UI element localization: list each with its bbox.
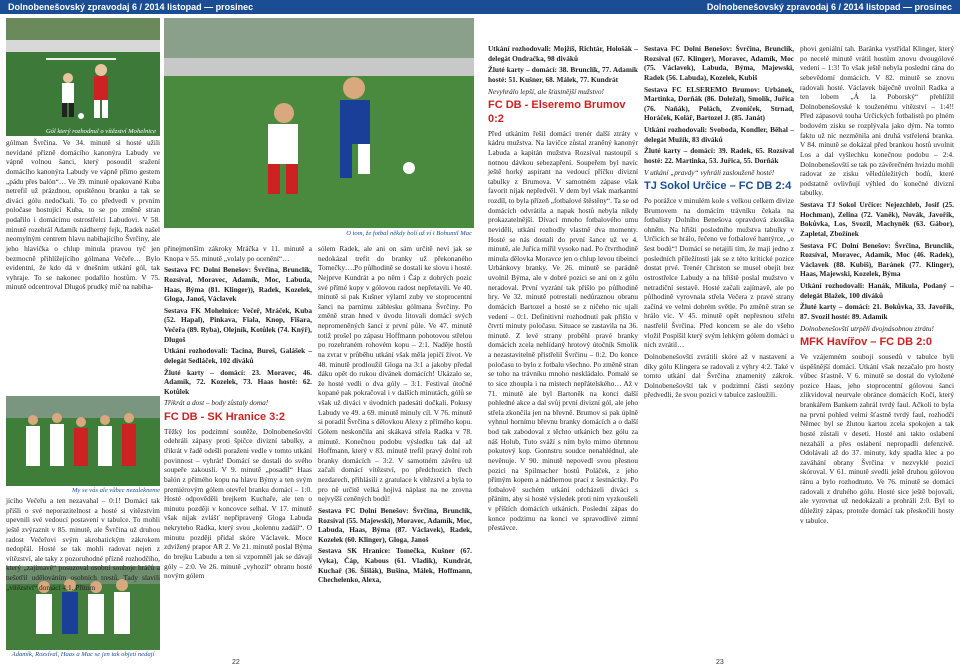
photo-injured-player [164, 18, 474, 228]
lineup-away: Sestava FK Mohelnice: Večeř, Mráček, Kuba (52. Hapal), Pinkava, Fiala, Knop, Fišara, Večeřa (89. Ryba), Olejník, Kotůlek (74. Knýř), Dlugoš [164, 305, 312, 344]
match-heading: FC DB - Elseremo Brumov 0:2 [488, 99, 626, 125]
photo-match-goal [6, 18, 160, 136]
yellow-cards: Žluté karty – domácí: 21. Bokůvka, 33. Javořík, 87. Svozil hosté: 89. Adamík [800, 302, 954, 321]
header-title-left: Dolnobenešovský zpravodaj 6 / 2014 listopad — prosinec [8, 2, 254, 12]
referees: Utkání rozhodovali: Mojžíš, Richtár, Hološák – delegát Ondračka, 98 diváků [488, 44, 638, 63]
photo-players-embrace-caption: Adamík, Rozsíval, Haas a Mac se jen tak objetí nedají [11, 651, 155, 658]
match-heading: MFK Havířov – FC DB 2:0 [800, 336, 933, 349]
column-4 [488, 44, 638, 656]
paragraph: Těžký los podzimní soutěže, Dolnobenešovští odehráli zápasy proti špičce divizní tabulky, a třikrát v řadě odešli poraženi vedle v tomto utkání povinnost – vyhrát! Domácí se dostali do svého soupeře zakousli. V 9. minutě „posadil“ Haas balón z přímého kopu na hlavu Býmy a ten svým premiérovým gólem otevřel branku domácí – 1:0. Hosté odpověděli brejkem Kuchaře, ale ten o minutu později v koncovce selhal. V 17. minutě však nijak zvlášť nepřipravený Gloga Labuda nekryteho Radka, který svou „kolennu zadáil“. O minutu později přidal skóre Václavek. Moce zdvižený prapor AR 2. Ve 21. minutě poslal Býma do brejku Labudu a ten si vzpomněl jak se dávají góly – 2:0. Ve 26. minutě „vyhozil“ obranu hosté novým gólem [164, 426, 312, 581]
paragraph: Ve vzájemném souboji sousedů v tabulce byli úspěšnější domácí. Utkání však nezačalo pro hosty vůbec šťastně. V 6. minutě se dostal do vyložené pozice Haas, jeho stoprocentní gólovou šanci zlikvidoval neurvale obránce domácích Kočí, který brankářem Bankem zahrál tvrdý faul. Ačkoli to byla na první pohled velmi šťastně tvrdý faul, rozhodčí Němec byl se žlutou kartou zcela spokojen a tak hosté zůstali v deseti. Hosté ani takto oslabení nezahálí a přes oslabení nepropadli defenzivě. Odolávali až do 37. minuty, kdy spadla klec a po zaváhání obrany Švrčina v nezvyklé pozici skóroval. V 61. minutě svedli ještě druhou gólovou ránu a bylo rozhodnuto. Ve 76. minutě se domácí radovali z druhého gólu. Hosté sice ještě bojovali, ale vyrovnat už nedokázali a prohráli 2:0. Byl to důležitý zápas, protože domácí tak přeskočili hosty v tabulce. [800, 351, 954, 525]
paragraph: Dolnobenešovští zvrátili skóre až v nastavení a díky gólu Klingera se radovali z výhry 4:2. Také v tomto utkání dal Švrčina znamenitý zákrok. Dolnobenešovští tak v podzimní části sezóny předvedli, že svou pozici v tabulce zasloužili. [644, 351, 794, 400]
photo-match-goal-caption: Gól který rozhodnul o vítězství Mohelnice [45, 128, 156, 135]
yellow-cards: Žluté karty – domácí: 39. Radek, 65. Rozsíval hosté: 22. Martinka, 53. Juřica, 55. Dorňák [644, 146, 794, 165]
column-6 [800, 44, 954, 656]
photo-injured-player-caption: O tom, že fotbal někdy bolí už ví i Bohumil Mac [346, 230, 472, 237]
match-subtitle: V utkání „pravdy“ vyhráli zaslouženě hosté! [644, 167, 775, 177]
lineup-home: Sestava FC Dolní Benešov: Švrčina, Brunclík, Rozsíval (67. Klinger), Moravec, Adamík, Moc (75. Václavek), Labuda, Býma, Majewski, Radek (56. Labuda), Kozelek, Kubiš [644, 44, 794, 82]
referees: Utkání rozhodovali: Svoboda, Kondler, Běhal – delegát Mužík, 83 diváků [644, 125, 794, 144]
match-subtitle: Dolnobenešovští utrpěli dvojnásobnou ztrátu! [800, 323, 934, 333]
match-subtitle: Nevyhrálo lepší, ale šťastnější mužstvo! [488, 86, 604, 96]
photo-team-defend [6, 396, 160, 486]
header-bar-right [482, 0, 960, 14]
header-title-right: Dolnobenešovský zpravodaj 6 / 2014 listopad — prosinec [706, 2, 952, 12]
lineup-away: Sestava FC ELSEREMO Brumov: Urbánek, Martinka, Dorňák (86. Doležal), Smolík, Juřica (76. Naňák), Polách, Zvoníček, Strnad, Horáček, Kolář, Bartozel J. (85. Janát) [644, 84, 794, 123]
paragraph: Po porážce v minulém kole s velkou celkem divize Brumovem na domácím trávníku čekala na fotbalisty Dolního Benešova opravdová zkouška ohněm. Na hřišti posledního mužstva tabulky v Určicích se hrálo, řečeno ve fotbalové hantýrce, „o šest bodů“! Domácí se netajili tím, že mají jedno z posledních příležitostí jak se z této kritické pozice dostat prvé. Trenér Christon se musel obejít bez ostrostřelce Labudy a na hřiště poslal mužstvo v netradiční sestavě. Hosté začali zajímavě, ale po půlhodině vyrovnala střela Večera z pravé strany začíná ve velmi dobrém světle. Po změně stran se hrálo víc. V 45. minutě opět nepřesnou střelu nastřelil Švrčina. Před koncem se ale do všeho vložil Pospíšil který svým lehkým gólem domácí u nich zvrátil… [644, 195, 794, 350]
referees: Utkání rozhodovali: Hanák, Mikula, Podaný – delegát Blažek, 100 diváků [800, 281, 954, 300]
yellow-cards: Žluté karty – domácí: 23. Moravec, 46. Adamík, 72. Kozelek, 73. Haas hosté: 62. Kotůlek [164, 367, 312, 396]
lineup-home: Sestava TJ Sokol Určice: Nejezchleb, Josif (25. Hochman), Zelina (72. Vaněk), Novák, Javořík, Bokůvka, Los, Svozil, Machyněk (63. Gábor), Zapletal, Zbožínek [800, 200, 954, 238]
yellow-cards: Žluté karty – domácí: 38. Brunclík, 77. Adamík hosté: 51. Kušner, 68. Málek, 77. Kundrát [488, 65, 638, 84]
match-heading: FC DB - SK Hranice 3:2 [164, 411, 286, 423]
column-5 [644, 44, 794, 656]
photo-team-defend-caption: My se vás ale vůbec nezalekneme [71, 487, 160, 494]
column-1-bottom [6, 496, 160, 592]
match-subtitle: Třikrát a dost – body zůstaly doma! [164, 398, 269, 408]
lineup-away: Sestava SK Hranice: Tomečka, Kušner (67. Vyka), Čáp, Kabous (61. Vladik), Kundrát, Kuchař (36. Šišlák), Bušina, Málek, Hoffmann, Chechelenko, Alexa, [318, 546, 472, 585]
match-heading: TJ Sokol Určice – FC DB 2:4 [644, 180, 792, 193]
paragraph: Před utkáním řešil domácí trenér další ztráty v kádru mužstva. Na lavičce zůstal zraněný kanonýr Labuda a kapitán mužstva Rozsíval nastoupil s notnou dávkou sebezapření. Soupeřem byl navíc ještě horký aspirant na vedoucí příčku divizní tabulky z Brumova. V samotném zápase však favorit nijak nepředvěl. V dem byl však markantní rozdíl, to byla přízeň „fotbalové štěstěny“. Ta se od domácích odvrátila a napak hostů nebyla nikdy prokazatelnější. Dívací mnoho fotbalového umu neviděli, utkání rozhodly vlastně dva momenty. Hosté se nás dostali do první šance už ve 4. minutě, ale Juřica mířil vysoko nad. Po čtvrthodině minula dělovka Moravce jen o chlup levou tibeinci Urbánkovy branky. Ve 26. minutě se parádně uvolnil Býma, ale v dobré pozici se ani on z gólu neradoval. První vyzrání tak přišlo po půlhodině hry. Ve 32. minutě potrestali nedůraznou obranu domácích Bartozel a hosté se z ničeho nic ujali vedení – 0:1. Definitivní rozhodnutí pak přišlo v čtvrti minuty poločasu. Situace se zastavila na 36. minutě. Z levé strany proběhl pravé branky domácích zcela nehlídaný hrotový útočník Smolík a nezastavitelně přistřelil Švrčinu – 0:2. Do konce poločasu to bylo z fotbalu všechno. Po změně stran se toho na trávníku mnoho neskládalo. Pomalé se to sice zhoupla i na místech nepřátelského… Až v 71. minutě ale byl Bartoněk na konci další pohledné akce a dal svůj první divizní gól, ale jeho střela zkončila jen na břevně. Brumov si pak úplně vyhnul hornímu břevnu branky domácích a o další bod tak zabodoval z těchto utkáních bez gólu za náš Holub, Tuto sváží s ním bylo mimo úhrnnou pokutový kop. Gonnstru soudce nenahlédnul, ale nevěnuje. V 90. minutě nepovedl svou přesnou pozici na Spilmacher hostů Poláček, z jeho přímým kopem a nádhernou prací z šestnáctky. Po fotbalově suchém utkání odcházeli diváci s přáním, aby si hosté výsledek proti nim vyzkoušeli v příštích domácích utkáních. Poslední zápas do konce podzimu na konci ve spravodlivé zimní přestávce. [488, 128, 638, 533]
referees: Utkání rozhodovali: Tacina, Bureš, Galášek – delegát Sedláček, 102 diváků [164, 346, 312, 365]
paragraph: přinejmenším zákroky Mráčka v 11. minutě a Knopa v 55. minutě „volaly po ocenění“… [164, 244, 312, 263]
column-1-top [6, 138, 160, 394]
column-3 [318, 244, 472, 658]
header-bar-left [0, 0, 482, 14]
column-2 [164, 244, 312, 658]
paragraph: jícího Večeřu a ten nezavahal – 0:1! Domácí tak přišli o své neporazitelnost a hosté si vítězstvím upevnili své vedoucí postavení v tabulce. To mohli ještě zvýraznit v 85. minutě, ale Švrčina už druhou radost Večeřovi svým akrobatickým zákrokem nedopřál. Hosté se tak mohli radovat nejen z vítězství, ale taky z pozoruhodné přízně rozhodčího, který „zajímavě“ posuzoval osobní souboje hráčů a nešetřil udělováním osobních trestů. Tady slavili „vítězství“ domácí 4:1. Přitom [6, 496, 160, 592]
lineup-home: Sestava FC Dolní Benešov: Švrčina, Brunclík, Rozsíval (55. Majewski), Moravec, Adamík, Moc, Labuda, Haas, Býma (87. Václavek), Radek, Kozelek (60. Klinger), Gloga, Janoš [318, 505, 472, 544]
page-number-left: 22 [232, 659, 240, 666]
page-number-right: 23 [716, 659, 724, 666]
paragraph: phovi geniální tah. Baránka vystřídal Klinger, který po necelé minutě vrátil hostům znovu dvougólové vedení – 1:3! To však ještě nebyla poslední rána do sebevědomí domácích. V 82. minutě se znovu radovali hosté. Václavek báječně uvolnil Radka a ten lobem „Á la Poborský“ přehlížil Dolnobenešovské k touženému vítězství – 1:4!! Před zápasovú touha Určických fotbalistů po plném bodovém zisku se rozplývala jako dým. Na tomto faktu už nic nezměnila ani druhá vstřelená branka. V 84. minutě se dokázal před brankou hostů uvolnit Los a dal vyšlechku konečnou podobu – 2:4. Dolnobenešovští se tak po závěrečném hvizdu mohli radovat ze zisku věledůležitých bodů, které podstatně ovlivňují výhled do konečné divizní tabulky. [800, 44, 955, 198]
paragraph: sólem Radek, ale ani on sám určitě neví jak se nedokázal trefit do branky už překonaného Tomečky….Po půlhodině se dostali ke slovu i hosté. Nejprve Kundrát a po něm i Čáp z dobrých pozic své přímé kopy v gólovou radost nepřetavili. Ve 40. minutě si pak Kušner výlaml zuby ve stoprocentní šanci na parnímu záblesku gólmana Švrčiny. Po změně stran hned v úvodu litovali domácí svých nepromeněných šancí z první půle. Ve 47. minutě totiž prošel po zápasu Hoffmann pohotovou střelou po rozehraném rohovém kopu – 2:1. Naděje hostů na zvrat v průběhu utkání však měla jepičí život. Ve 48. minutě prodloužil Gloga na 3:1 a jakoby předal dáku opět do rukou dívánek domácích! Ukázalo se, že hosté vedli o dva góly – 3:1. Festival útočné kopané pak pokračoval i v dalších minutách, gólů se však už diváci v úvodních padesáti dočkali. Pokusy Labudy ve 49. a 69. minutě minuly cíl. V 76. minutě si poradil Švrčina s dělovkou Alexy z přímého kopu. Gólem neskončila ani skákavá střela Radka v 78. minutě. Konečnou podobu výsledku tak dal až Hoffmann, který v 83. minutě trefil pravý dolní roh branky domácích – 3:2. V samotném závěru už začali domácí vítězství, po předchozích třech nezdarech, přihlásili z gratulace k vítězství a byla to pro ně určitě velká hojivá náplast na ne zrovna nejvyšší ceněných bodů! [318, 244, 472, 504]
paragraph: gólman Švrčina. Ve 34. minutě si hosté užili nevídané přízně domácího kanonýra Labudy ve vápně volnou šanci, který posoudil sražení domácího kanonýra Labudy ve vápně přímo gestem „pádu přes balón“… Ve 39. minutě opakované Kuba netrefil už prázdnou, opuštěnou branku a tak se diváci gólu nedočkali. To co předvedl v prvním poločase hostující Kuba, to se po změně stran podařilo i domácímu ostrostřelci Labudovi. V 58. minutě rozehrál Adamík nádherný fejk, Radek našel neomylným centrem hlavu nabíhajícího Švrčiny, ale jeho hlavička o chlup minula pravou tyč jen bezmocně přihlížejícího gólmana Večeře… Bylo evidentní, že kdo dá v dnešním utkání gól, tak vyhraje. To se nakonec podařilo hostům. V 75. minutě odcentroval Dlugoš prudký míč na nabíha- [6, 138, 160, 292]
lineup-home: Sestava FC Dolní Benešov: Švrčina, Brunclík, Rozsíval, Moravec, Adamík, Moc, Labuda, Haas, Býma (81. Klinger)), Radek, Kozelek, Gloga, Janoš, Václavek [164, 265, 312, 304]
lineup-away: Sestava FC Dolní Benešov: Švrčina, Brunclík, Rozsíval, Moravec, Adamík, Moc (46. Radek), Václavek (88. Kubiš), Baránek (77. Klinger), Haas, Majewski, Kozelek, Býma [800, 240, 954, 279]
